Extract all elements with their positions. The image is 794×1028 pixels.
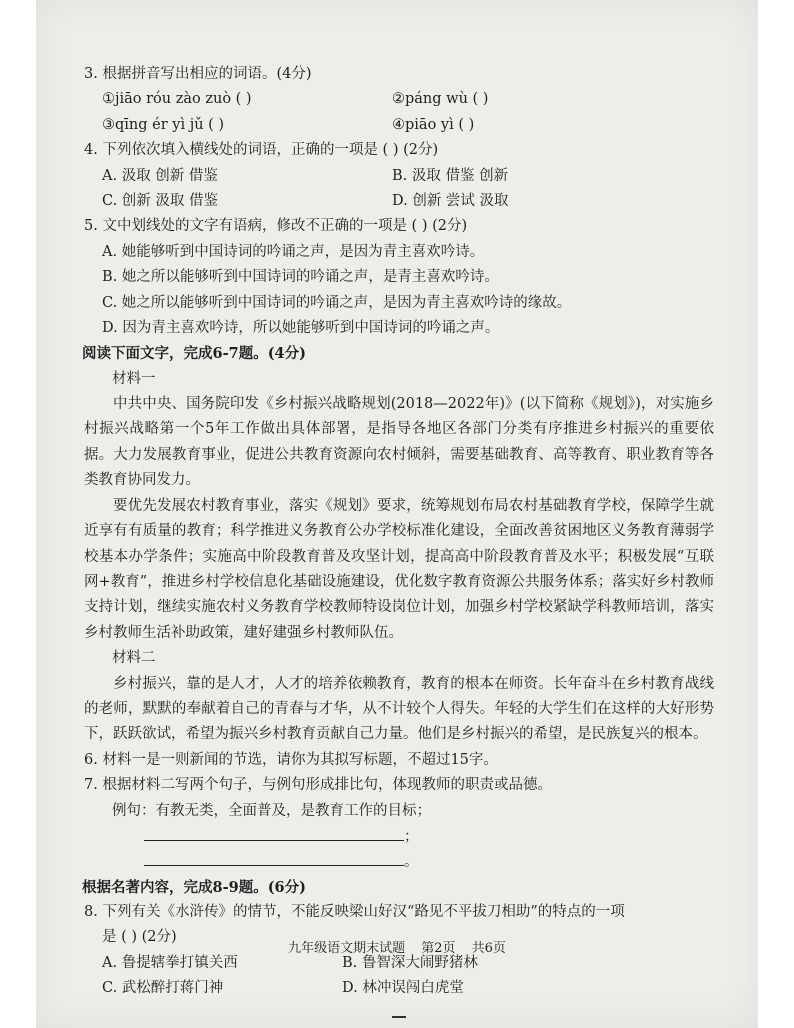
- question-4-row-1: [84, 164, 714, 189]
- footer-exam-name: 九年级语文期末试题: [288, 941, 406, 956]
- question-3-item-4: ④piāo yì ( ): [392, 116, 475, 133]
- question-7-answer-line-2[interactable]: [84, 849, 714, 874]
- question-3-item-1: ①jiāo róu zào zuò ( ): [102, 91, 252, 108]
- question-4-option-c: C. 创新 汲取 借鉴: [102, 192, 219, 209]
- question-6-title: 6. 材料一是一则新闻的节选，请你为其拟写标题，不超过15字。: [84, 751, 498, 768]
- material-2-paragraph-1: 乡村振兴，靠的是人才，人才的培养依赖教育，教育的根本在师资。长年奋斗在乡村教育战线的老师，默默的奉献着自己的青春与才华，从不计较个人得失。年轻的大学生们在这样的大好形势下，跃跃欲试，希望为振兴乡村教育贡献自己力量。他们是乡村振兴的希望，是民族复兴的根本。: [84, 675, 714, 743]
- answer-end-2: 。: [404, 854, 419, 871]
- question-5-option-a: A. 她能够听到中国诗词的吟诵之声，是因为青主喜欢吟诗。: [102, 243, 485, 260]
- question-4-row-2: [84, 189, 714, 214]
- question-3-row-1: [84, 87, 714, 112]
- question-7-example: 例句：有教无类，全面普及，是教育工作的目标；: [112, 802, 431, 819]
- reading-heading: 阅读下面文字，完成6-7题。(4分): [82, 345, 307, 363]
- question-8-option-b: B. 鲁智深大闹野猪林: [342, 954, 478, 971]
- question-3-item-3: ③qīng ér yì jǔ ( ): [102, 116, 225, 133]
- question-3-title: 3. 根据拼音写出相应的词语。(4分): [84, 66, 312, 82]
- question-4-option-b: B. 汲取 借鉴 创新: [392, 167, 509, 184]
- answer-blank-1[interactable]: [144, 824, 404, 841]
- question-4-title: 4. 下列依次填入横线处的词语，正确的一项是 ( ) (2分): [84, 142, 439, 159]
- question-8-option-c: C. 武松醉打蒋门神: [102, 980, 224, 997]
- question-3-item-2: ②páng wù ( ): [392, 91, 489, 108]
- question-5-option-b: B. 她之所以能够听到中国诗词的吟诵之声，是青主喜欢吟诗。: [102, 269, 499, 286]
- question-8-title-line-2: 是 ( ) (2分): [102, 929, 177, 946]
- question-8-title-line-1: 8. 下列有关《水浒传》的情节，不能反映梁山好汉“路见不平拔刀相助”的特点的一项: [84, 904, 625, 921]
- question-4-option-a: A. 汲取 创新 借鉴: [102, 167, 218, 184]
- question-5-title: 5. 文中划线处的文字有语病，修改不正确的一项是 ( ) (2分): [84, 218, 468, 235]
- footer-total-pages: 共6页: [471, 941, 506, 956]
- material-1-paragraph-2: 要优先发展农村教育事业，落实《规划》要求，统筹规划布局农村基础教育学校，保障学生就近享有有质量的教育；科学推进义务教育公办学校标准化建设，全面改善贫困地区义务教育薄弱学校基本办学条件；实施高中阶段教育普及攻坚计划，提高高中阶段教育普及水平；积极发展“互联网+教育”，推进乡村学校信息化基础设施建设，优化数字教育资源公共服务体系；落实好乡村教师支持计划，继续实施农村义务教育学校教师特设岗位计划，加强乡村学校紧缺学科教师培训，落实乡村教师生活补助政策，建好建强乡村教师队伍。: [84, 497, 714, 641]
- question-5-option-c: C. 她之所以能够听到中国诗词的吟诵之声，是因为青主喜欢吟诗的缘故。: [102, 294, 572, 311]
- question-4-option-d: D. 创新 尝试 汲取: [392, 192, 509, 209]
- question-7-answer-line-1[interactable]: [84, 824, 714, 849]
- material-1-title: 材料一: [112, 370, 156, 387]
- question-7-title: 7. 根据材料二写两个句子，与例句形成排比句，体现教师的职责或品德。: [84, 777, 552, 794]
- question-3-row-2: [84, 113, 714, 138]
- question-8-option-d: D. 林冲误闯白虎堂: [342, 980, 464, 997]
- answer-blank-2[interactable]: [144, 849, 404, 866]
- answer-end-1: ；: [404, 828, 419, 845]
- question-8-option-a: A. 鲁提辖拳打镇关西: [102, 954, 238, 971]
- famous-works-heading: 根据名著内容，完成8-9题。(6分): [82, 878, 307, 896]
- material-2-title: 材料二: [112, 650, 156, 667]
- question-5-option-d: D. 因为青主喜欢吟诗，所以她能够听到中国诗词的吟诵之声。: [102, 319, 500, 336]
- page-edge-mark: [392, 1016, 406, 1018]
- question-8-row-2: [84, 976, 714, 1001]
- exam-content: [84, 62, 714, 1002]
- page-footer: [0, 937, 794, 956]
- footer-page-number: 第2页: [421, 941, 456, 956]
- material-1-paragraph-1: 中共中央、国务院印发《乡村振兴战略规划(2018—2022年)》(以下简称《规划》)，对实施乡村振兴战略第一个5年工作做出具体部署，是指导各地区各部门分类有序推进乡村振兴的重要依据。大力发展教育事业，促进公共教育资源向农村倾斜，需要基础教育、高等教育、职业教育等各类教育协同发力。: [84, 396, 714, 489]
